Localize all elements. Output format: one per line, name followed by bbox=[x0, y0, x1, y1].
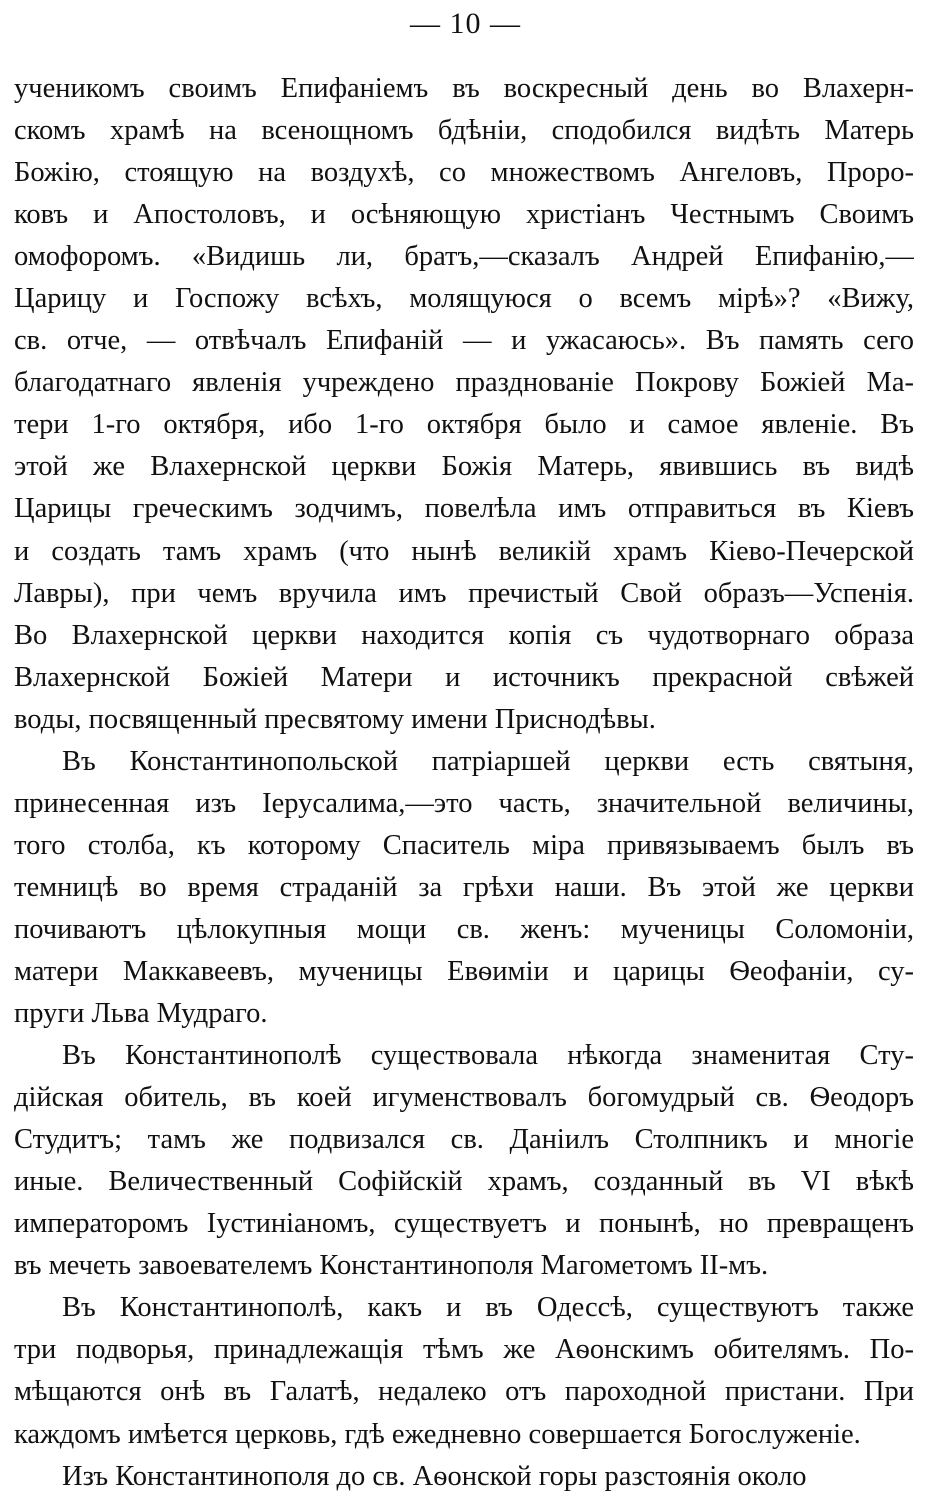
text-line: и создать тамъ храмъ (что нынѣ великій храмъ Кіево-Печерской bbox=[14, 535, 914, 567]
text-line: пруги Льва Мудраго. bbox=[14, 998, 268, 1030]
text-line: Въ Константинополѣ, какъ и въ Одессѣ, существуютъ также bbox=[62, 1292, 914, 1324]
text-line: скомъ храмѣ на всенощномъ бдѣніи, сподобился видѣть Матерь bbox=[14, 115, 914, 147]
text-line: каждомъ имѣется церковь, гдѣ ежедневно совершается Богослуженіе. bbox=[14, 1418, 861, 1450]
text-line: почиваютъ цѣлокупныя мощи св. женъ: мученицы Соломоніи, bbox=[14, 913, 914, 945]
text-line: того столба, къ которому Спаситель міра привязываемъ былъ въ bbox=[14, 829, 914, 861]
text-line: принесенная изъ Іерусалима,—это часть, значительной величины, bbox=[14, 787, 914, 819]
text-line: св. отче, — отвѣчалъ Епифаній — и ужасаюсь». Въ память сего bbox=[14, 325, 914, 357]
text-line: Лавры), при чемъ вручила имъ пречистый Свой образъ—Успенія. bbox=[14, 577, 914, 609]
text-line: воды, посвященный пресвятому имени Приснодѣвы. bbox=[14, 703, 656, 735]
text-line: омофоромъ. «Видишь ли, братъ,—сказалъ Андрей Епифанію,— bbox=[14, 241, 914, 273]
text-line: ковъ и Апостоловъ, и осѣняющую христіанъ Честнымъ Своимъ bbox=[14, 199, 914, 231]
text-line: въ мечеть завоевателемъ Константинополя Магометомъ II-мъ. bbox=[14, 1250, 769, 1282]
paragraph bbox=[14, 741, 914, 1035]
text-line: Царицы греческимъ зодчимъ, повелѣла имъ отправиться въ Кіевъ bbox=[14, 493, 914, 525]
text-line: императоромъ Іустиніаномъ, существуетъ и понынѣ, но превращенъ bbox=[14, 1208, 914, 1240]
text-line: тери 1-го октября, ибо 1-го октября было и самое явленіе. Въ bbox=[14, 409, 914, 441]
text-line: иные. Величественный Софійскій храмъ, созданный въ VI вѣкѣ bbox=[14, 1166, 914, 1198]
paragraph bbox=[14, 1287, 914, 1455]
body-text bbox=[14, 68, 914, 1498]
text-line: Студитъ; тамъ же подвизался св. Даніилъ Столпникъ и многіе bbox=[14, 1124, 914, 1156]
text-line: темницѣ во время страданій за грѣхи наши. Въ этой же церкви bbox=[14, 871, 914, 903]
text-line: благодатнаго явленія учреждено празднованіе Покрову Божіей Ма- bbox=[14, 367, 914, 399]
text-line: Царицу и Госпожу всѣхъ, молящуюся о всемъ мірѣ»? «Вижу, bbox=[14, 283, 914, 315]
paragraph bbox=[14, 1456, 914, 1498]
text-line: три подворья, принадлежащія тѣмъ же Аѳонскимъ обителямъ. По- bbox=[14, 1334, 914, 1366]
text-line: Въ Константинопольской патріаршей церкви есть святыня, bbox=[62, 745, 914, 777]
text-line: Во Влахернской церкви находится копія съ чудотворнаго образа bbox=[14, 619, 914, 651]
text-line: Въ Константинополѣ существовала нѣкогда знаменитая Сту- bbox=[62, 1040, 914, 1072]
text-line: дійская обитель, въ коей игуменствовалъ богомудрый св. Ѳеодоръ bbox=[14, 1082, 914, 1114]
text-line: Влахернской Божіей Матери и источникъ прекрасной свѣжей bbox=[14, 661, 914, 693]
text-line: мѣщаются онѣ въ Галатѣ, недалеко отъ пароходной пристани. При bbox=[14, 1376, 914, 1408]
text-line: Изъ Константинополя до св. Аѳонской горы разстоянія около bbox=[62, 1460, 807, 1492]
text-line: Божію, стоящую на воздухѣ, со множествомъ Ангеловъ, Проро- bbox=[14, 157, 914, 189]
text-line: ученикомъ своимъ Епифаніемъ въ воскресный день во Влахерн- bbox=[14, 73, 914, 104]
paragraph bbox=[14, 1035, 914, 1287]
paragraph bbox=[14, 68, 914, 741]
page-number: — 10 — bbox=[410, 7, 521, 40]
text-line: этой же Влахернской церкви Божія Матерь, явившись въ видѣ bbox=[14, 451, 914, 483]
text-line: матери Маккавеевъ, мученицы Евѳиміи и царицы Ѳеофаніи, су- bbox=[14, 955, 914, 987]
